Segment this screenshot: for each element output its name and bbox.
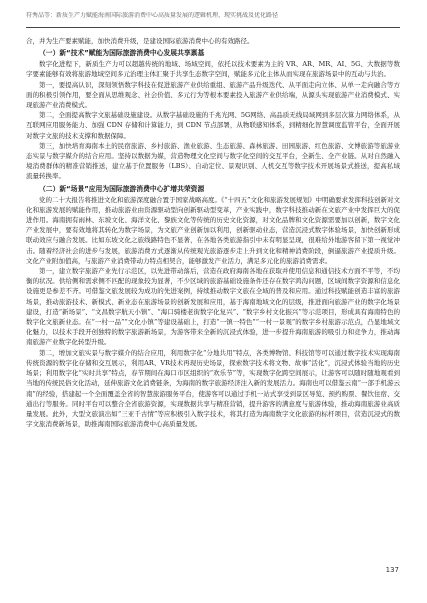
paragraph: 第二，增加文旅实景与数字媒介的结合应用，利用数字化“分地共用”特点，各类博物馆、科技馆等可以通过数字技术实现海南传统资源的数字化存储和交互展示，利用AR、VR技术再现历史场景，探索数字技术将文物、故事“活化”，沉浸式体验当地的历史场景；利用数字化“实时共享”特点，春节期间在海口市区组织的“欢乐节”等，实现数字化跨空间展示，让游客可以随时随地观看到当地的传统民俗文化活动，延伸旅游文化消费链条，为海南的数字旅游经济注入新的发展活力。海南也可以借鉴云南“一部手机游云南”的经验，搭建起一个全面覆盖全省的智慧旅游服务平台，使游客可以通过手机一站式享受到景区导览、预约购票、餐饮住宿、交通出行等服务。同时平台可以整合全省旅游资源，实现数据共享与精准营销，提升游客的满意度与旅游体验，推动海南旅游业高质量发展。此外，大型文旅演出如“三亚千古情”等应积极引入数字技术，将其打造为海南数字文化旅游的标杆项目，营造沉浸式的数字文旅消费新场景，助推海南国际旅游消费中心高质量发展。: [26, 348, 400, 429]
section-heading-2: （二）新“场景”应用为国际旅游消费中心扩增共荣资源: [39, 184, 205, 193]
paragraph: 数字化进程下，新质生产力可以超越传统的地域、场域空间，依托以技术要素为主的 VR、AR、MR、AI、5G、大数据等数字要素能够有效将旅游地域空间多元治理主体汇聚于共享生态数字空间，赋能多元化主体从而实现在旅游场景中的互动与共治。: [26, 60, 400, 79]
paragraph-continuation: 合，并为生产要素赋能，加快消费升级，是建设国际旅游消费中心的有效路径。: [26, 37, 254, 45]
paragraph: 第二，全面提高数字文旅基础设施建设。从数字基础设施的千兆光网、5G网络、高品质无线局域网到多层次算力网络体系，从互联网应用服务能力、加强 CDN 存储和计算能力，到 CDN 节点部署，从物联感知体系，到精细化智慧调度监管平台，全面开展对数字文旅的技术支撑和数据保障。: [26, 111, 400, 140]
header-rule: [26, 27, 400, 28]
paragraph: 第一，要提高认识，深刻领悟数字科技在促进旅游产业供给重组、旅游产品升级迭代、从平面走向立体、从单一走向融合等方面的积极引领作用，要全面从思维观念、社会价值、多元行为等根本要素投入旅游产业供给端，从源头实现旅游产业消费模式、实现旅游产业消费模式。: [26, 80, 400, 110]
paragraph: 党的二十大报告将推进文化和旅游深度融合置于国家战略高度。《“十四五”文化和旅游发展规划》中明确要求发挥科技创新对文化和旅游发展的赋能作用，推动旅游业由资源驱动型向创新驱动型变革，产业实践中，数字科技推动新在文旅产业中发挥巨大的促进作用。海南拥有雨林、东坡文化、海洋文化、黎族文化等传统的历史文化资源，对文化品牌和文化资源需要加以创新，数字文化产业发展中，要有效地将其转化为数字场景，为文旅产业创新加以利用，创新驱动业态，营造沉浸式数字体验场景，加快创新形成联动效应与融合发展。比如东坡文化之旅线路特色不显著，在各地各类旅游指引中未有明显呈现，很难给外地游客留下第一视觉冲击。随着经济社会的进步与发展，旅游消费方式逐渐从传统观光旅游逐步走上升到文化和精神消费阶段，倒逼旅游产业提质升级。文化产业附加值高，与旅游产业消费带动力特点相契合，能够激发产业活力，满足多元化的旅游消费需求。: [26, 195, 400, 265]
page-number: 137: [385, 566, 399, 574]
paragraph: 第一，建立数字旅游产业先行示范区，以先进带动落后，营造在政府海南各地在获取并使用信息和通信技术方面不平等，不均衡的状况。供给侧和需求侧不匹配的现象较为显著，不少区域的旅游基础设施条件还存在数字鸿沟问题，区域间数字资源和信息化设施更是参差不齐。可借鉴文旅发展较为成功的先进案例，持续推动数字文旅在全域的普及和应用。通过科技赋能创造丰富的旅游场景，推动旅游技术、新模式、新业态在旅游场景的创新发展和应用，基于海南地域文化的层级，推进面向旅游产业的数字化场景建设，打造“新场景”、“文昌数字航天小镇”、“海口骑楼老街数字化复兴”、“数字乡村文化振兴”等示范项目，形成具有海南特色的数字化文旅新业态。在“一村一品”“文化小镇”等建设基础上，打造“一镇一特色”“一村一景观”的数字乡村旅游示范点，凸显地域文化魅力，以技术手段开创独特的数字旅游新场景，为游客带来全新的沉浸式体验，进一步提升海南旅游的吸引力和竞争力，推动海南旅游产业数字化转型升级。: [26, 267, 400, 347]
section-heading-1: （一）新“技术”赋能为国际旅游消费中心发展共享禀基: [39, 49, 205, 58]
article-body: [26, 36, 400, 429]
paragraph: 第三，加快培育海南本土的民宿旅游、乡村旅游、渔业旅游、生态旅游、森林旅游、田园旅游、红色旅游、文博旅游等旅游业态实景与数字媒介的结合应用。坚持以数据为媒，营造物理文化空间与数字化空间的交互平台，全新生、全产业链。从对自然融入境消费群体的精准营销推送，建立基于位置服务（LBS）、自动定位、景观识别、人机交互等数字技术开展场景式推送，提高私域流量转换率。: [26, 141, 400, 181]
running-header: 符秀品等：新质生产力赋能海南国际旅游消费中心高质量发展的逻辑机理、现实挑战及优化路径: [26, 12, 279, 19]
